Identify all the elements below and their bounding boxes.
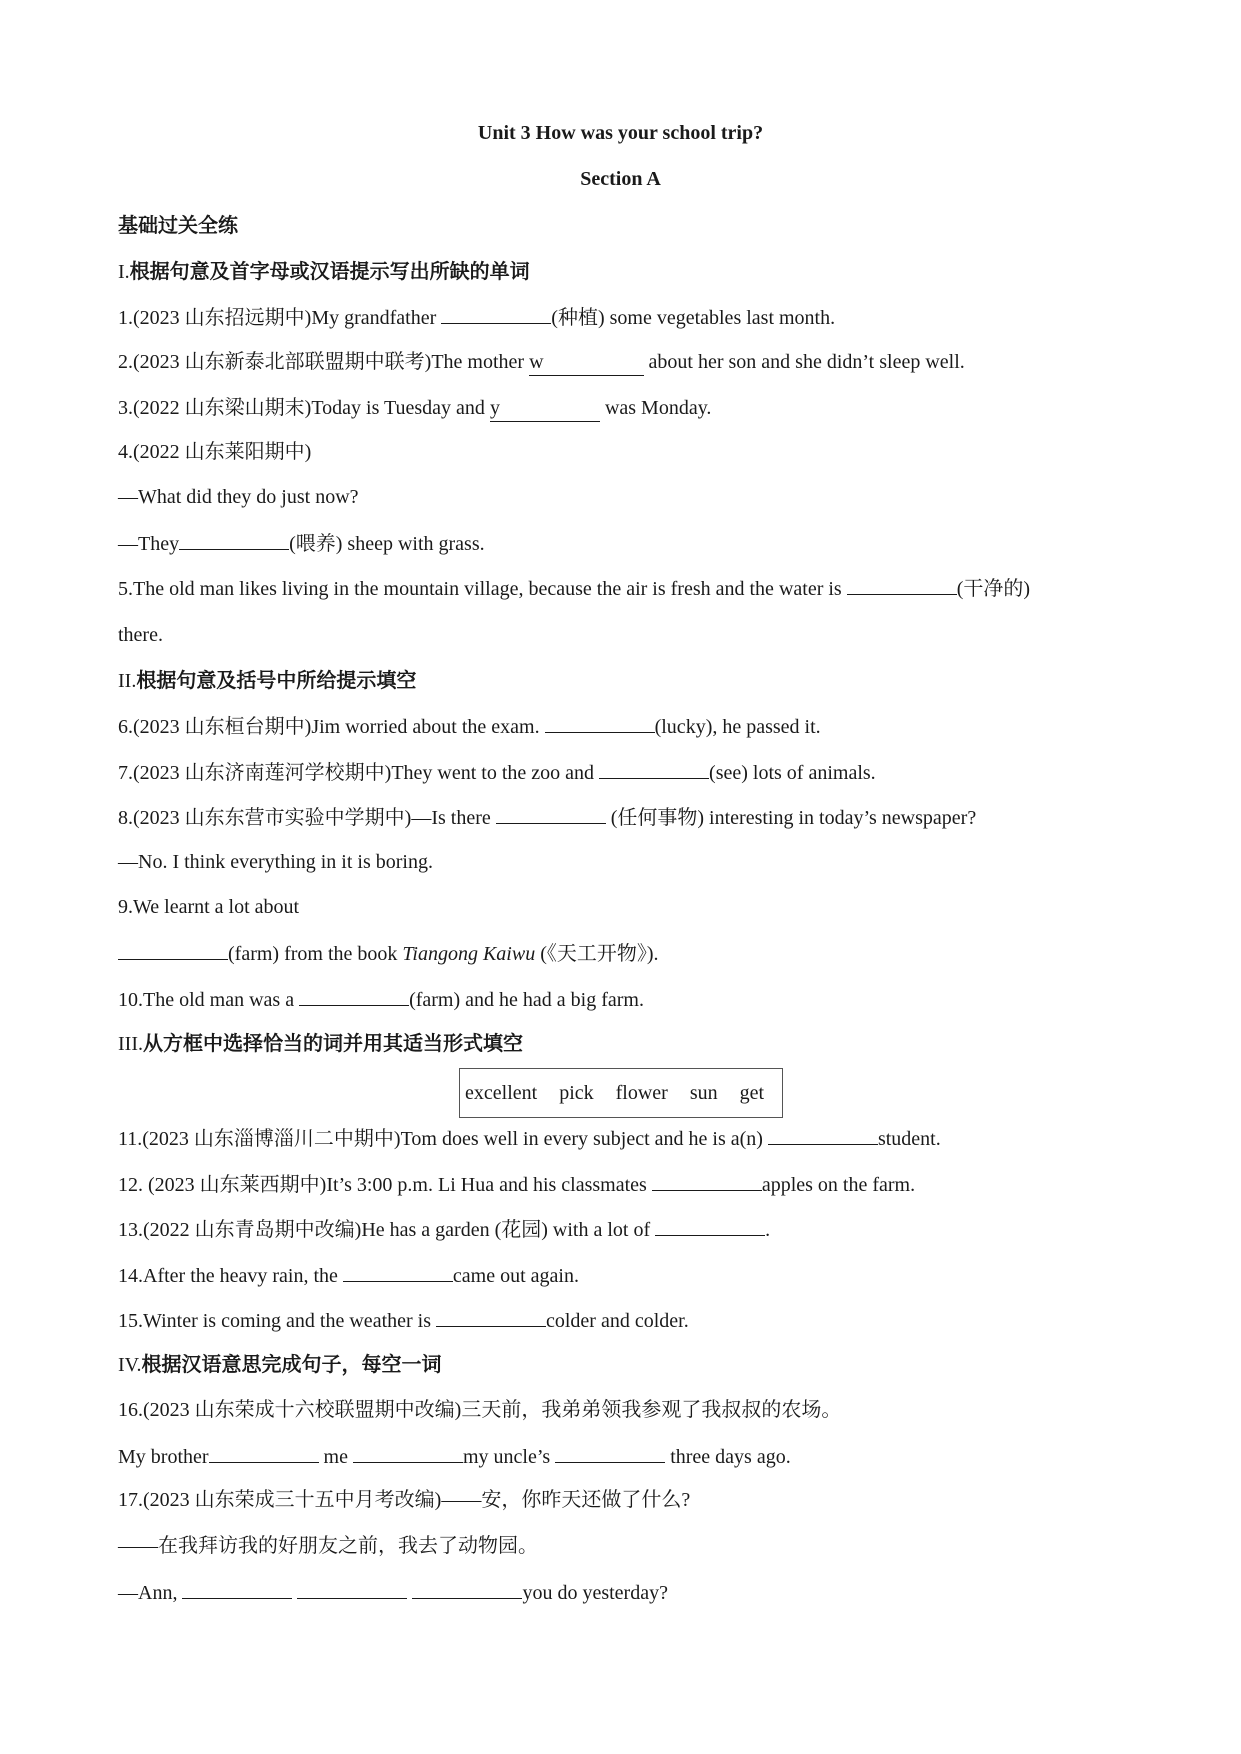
question-11 [118,1124,941,1152]
question-15 [118,1306,689,1334]
part-instruction: 根据汉语意思完成句子，每空一词 [141,1352,442,1376]
question-8 [118,803,976,831]
answer-blank[interactable] [599,758,709,779]
question-text: (种植) some vegetables last month. [551,307,836,329]
question-5-continued: there. [118,624,163,646]
initial-letter: y [489,397,500,419]
question-4-line-1: —What did they do just now? [118,486,359,508]
question-text: three days ago. [665,1446,791,1468]
question-text: 8.(2023 山东东营市实验中学期中)—Is there [118,807,496,829]
word-box-item: flower [615,1082,668,1104]
question-17-line-2: ——在我拜访我的好朋友之前，我去了动物园。 [118,1535,538,1557]
question-text: 10.The old man was a [118,989,300,1011]
question-8-answer: —No. I think everything in it is boring. [118,851,433,873]
question-text: (《天工开物》). [535,943,659,965]
part-instruction: 根据句意及首字母或汉语提示写出所缺的单词 [129,259,530,283]
answer-blank[interactable] [299,985,409,1006]
part-instruction: 根据句意及括号中所给提示填空 [136,668,417,692]
answer-blank[interactable] [182,1578,292,1599]
question-text: my uncle’s [462,1446,556,1468]
answer-blank[interactable] [496,803,606,824]
question-text: was Monday. [599,397,712,419]
part-label: I. [118,261,130,283]
answer-blank[interactable] [353,1442,463,1463]
part-label: III. [118,1033,143,1055]
page-title: Unit 3 How was your school trip? [477,122,764,144]
question-text: colder and colder. [546,1310,689,1332]
answer-blank[interactable] [847,574,957,595]
question-text: My brother [118,1446,209,1468]
question-text: (喂养) sheep with grass. [289,533,485,555]
part-1-heading [118,258,530,285]
question-10 [118,985,644,1013]
question-text: about her son and she didn’t sleep well. [643,351,965,373]
question-text: —They [118,533,180,555]
answer-blank[interactable] [545,712,655,733]
answer-blank[interactable] [768,1124,878,1145]
answer-blank[interactable] [436,1306,546,1327]
answer-blank[interactable] [343,1261,453,1282]
question-text: 14.After the heavy rain, the [118,1265,343,1287]
part-instruction: 从方框中选择恰当的词并用其适当形式填空 [142,1031,523,1055]
question-2 [118,348,965,376]
question-16-prompt: 16.(2023 山东荣成十六校联盟期中改编)三天前，我弟弟领我参观了我叔叔的农场。 [118,1399,842,1421]
question-text: 7.(2023 山东济南莲河学校期中)They went to the zoo and [118,762,600,784]
word-box [459,1068,783,1118]
answer-blank[interactable] [209,1442,319,1463]
question-text: 13.(2022 山东青岛期中改编)He has a garden (花园) with a lot of [118,1219,656,1241]
question-text: —Ann, [118,1582,183,1604]
answer-blank[interactable] [529,348,643,376]
part-2-heading [118,667,416,694]
question-4-source: 4.(2022 山东莱阳期中) [118,441,312,463]
question-text: 11.(2023 山东淄博淄川二中期中)Tom does well in every subject and he is a(n) [118,1128,768,1150]
question-4-line-2 [118,529,485,557]
question-text: 15.Winter is coming and the weather is [118,1310,436,1332]
part-label: IV. [118,1354,142,1376]
part-label: II. [118,670,137,692]
question-14 [118,1261,579,1289]
question-17 [118,1578,668,1606]
question-12 [118,1170,915,1198]
question-3 [118,394,711,422]
question-13 [118,1215,770,1243]
answer-blank[interactable] [118,939,228,960]
question-text: 5.The old man likes living in the mountain village, because the air is fresh and the water is [118,578,847,600]
question-text: 2.(2023 山东新泰北部联盟期中联考)The mother [118,351,530,373]
word-box-item: sun [689,1082,718,1104]
question-text: (干净的) [956,578,1031,600]
answer-blank[interactable] [297,1578,407,1599]
question-1 [118,303,835,331]
answer-blank[interactable] [490,394,600,422]
question-16 [118,1442,791,1470]
part-3-heading [118,1030,523,1057]
answer-blank[interactable] [555,1442,665,1463]
question-9-line-2 [118,939,659,967]
question-text: (farm) and he had a big farm. [409,989,644,1011]
question-9-line-1: 9.We learnt a lot about [118,896,300,918]
answer-blank[interactable] [655,1215,765,1236]
answer-blank[interactable] [441,303,551,324]
practice-title: 基础过关全练 [118,213,238,237]
word-box-item: excellent [465,1082,538,1104]
word-box-item: get [739,1082,765,1104]
question-text: 1.(2023 山东招远期中)My grandfather [118,307,442,329]
question-6 [118,712,821,740]
question-5 [118,574,1030,602]
question-text: 3.(2022 山东梁山期末)Today is Tuesday and [118,397,490,419]
question-text: apples on the farm. [761,1174,916,1196]
question-text: 12. (2023 山东莱西期中)It’s 3:00 p.m. Li Hua and his classmates [118,1174,652,1196]
answer-blank[interactable] [412,1578,522,1599]
question-text: (lucky), he passed it. [654,716,821,738]
book-title: Tiangong Kaiwu [402,943,536,965]
question-text: you do yesterday? [522,1582,668,1604]
question-text: (任何事物) interesting in today’s newspaper? [605,807,977,829]
question-text: (see) lots of animals. [709,762,876,784]
question-17-prompt: 17.(2023 山东荣成三十五中月考改编)——安，你昨天还做了什么? [118,1489,691,1511]
question-text: came out again. [452,1265,579,1287]
question-7 [118,758,876,786]
initial-letter: w [529,351,544,373]
question-text: me [318,1446,353,1468]
section-title: Section A [580,168,661,190]
question-text: student. [877,1128,941,1150]
answer-blank[interactable] [652,1170,762,1191]
question-text: (farm) from the book [228,943,403,965]
word-box-item: pick [559,1082,594,1104]
question-text: 6.(2023 山东桓台期中)Jim worried about the exam. [118,716,545,738]
part-4-heading [118,1351,442,1378]
answer-blank[interactable] [179,529,289,550]
question-text: . [765,1219,771,1241]
